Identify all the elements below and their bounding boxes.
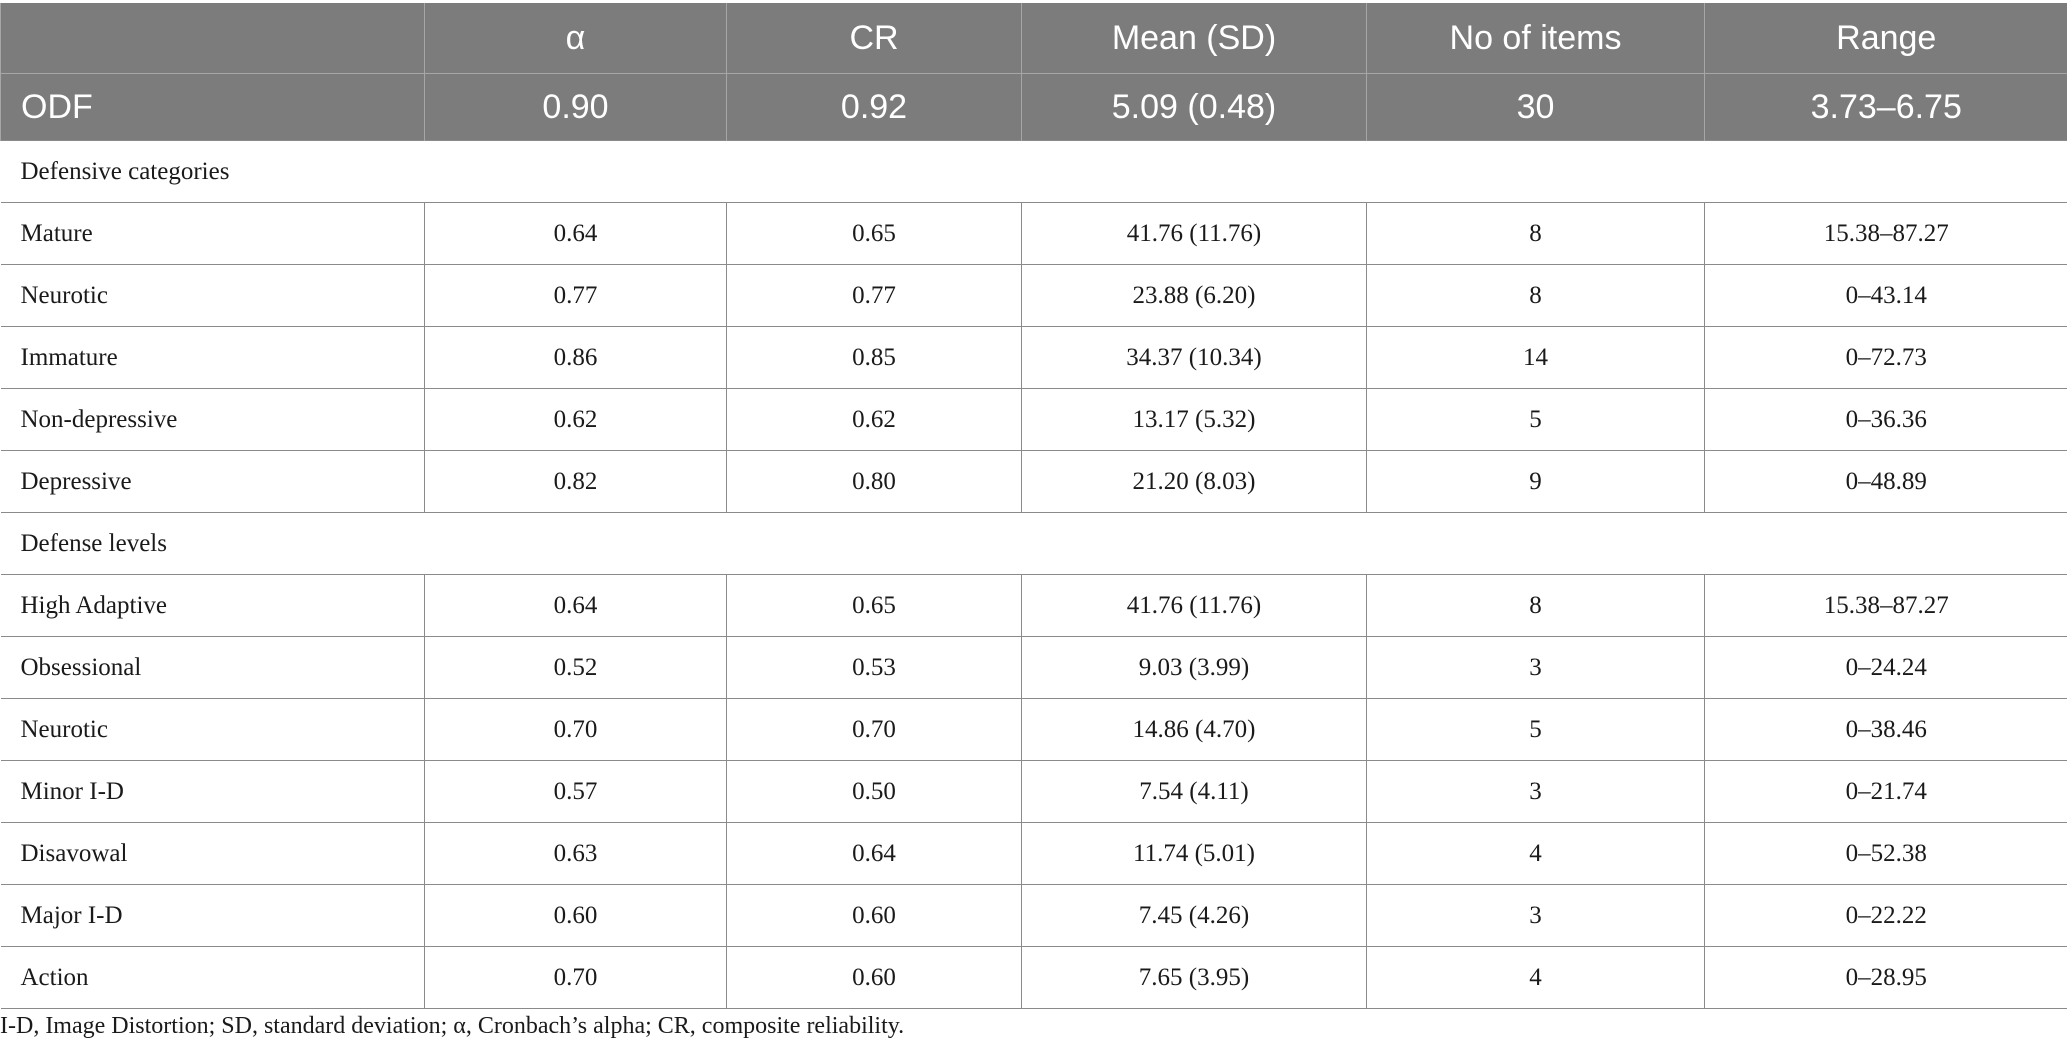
row-label: Immature bbox=[1, 327, 425, 389]
row-label: Depressive bbox=[1, 451, 425, 513]
cell-no-of-items: 8 bbox=[1367, 265, 1705, 327]
cell-range: 15.38–87.27 bbox=[1705, 575, 2067, 637]
cell-alpha: 0.52 bbox=[425, 637, 727, 699]
table-row bbox=[1, 575, 2067, 637]
cell-mean-sd: 21.20 (8.03) bbox=[1022, 451, 1367, 513]
cell-mean-sd: 13.17 (5.32) bbox=[1022, 389, 1367, 451]
cell-no-of-items: 4 bbox=[1367, 947, 1705, 1009]
section-title: Defensive categories bbox=[1, 141, 2067, 203]
cell-alpha: 0.64 bbox=[425, 575, 727, 637]
row-label: Action bbox=[1, 947, 425, 1009]
cell-range: 0–22.22 bbox=[1705, 885, 2067, 947]
odf-overall-row bbox=[1, 74, 2067, 141]
odf-no-of-items: 30 bbox=[1367, 74, 1705, 141]
header-mean-sd: Mean (SD) bbox=[1022, 3, 1367, 74]
cell-alpha: 0.77 bbox=[425, 265, 727, 327]
row-label: Non-depressive bbox=[1, 389, 425, 451]
cell-range: 0–52.38 bbox=[1705, 823, 2067, 885]
odf-range: 3.73–6.75 bbox=[1705, 74, 2067, 141]
cell-mean-sd: 11.74 (5.01) bbox=[1022, 823, 1367, 885]
cell-no-of-items: 3 bbox=[1367, 761, 1705, 823]
section-row bbox=[1, 513, 2067, 575]
cell-no-of-items: 8 bbox=[1367, 575, 1705, 637]
row-label: Neurotic bbox=[1, 699, 425, 761]
header-range: Range bbox=[1705, 3, 2067, 74]
header-alpha: α bbox=[425, 3, 727, 74]
cell-cr: 0.64 bbox=[727, 823, 1022, 885]
cell-range: 0–38.46 bbox=[1705, 699, 2067, 761]
table-row bbox=[1, 699, 2067, 761]
cell-no-of-items: 3 bbox=[1367, 885, 1705, 947]
column-header-row bbox=[1, 3, 2067, 74]
table-row bbox=[1, 885, 2067, 947]
cell-no-of-items: 8 bbox=[1367, 203, 1705, 265]
row-label: Major I-D bbox=[1, 885, 425, 947]
cell-range: 0–28.95 bbox=[1705, 947, 2067, 1009]
cell-no-of-items: 3 bbox=[1367, 637, 1705, 699]
cell-alpha: 0.57 bbox=[425, 761, 727, 823]
header-no-of-items: No of items bbox=[1367, 3, 1705, 74]
cell-cr: 0.80 bbox=[727, 451, 1022, 513]
cell-mean-sd: 7.65 (3.95) bbox=[1022, 947, 1367, 1009]
cell-range: 0–72.73 bbox=[1705, 327, 2067, 389]
cell-cr: 0.53 bbox=[727, 637, 1022, 699]
cell-mean-sd: 23.88 (6.20) bbox=[1022, 265, 1367, 327]
cell-mean-sd: 9.03 (3.99) bbox=[1022, 637, 1367, 699]
table-body bbox=[1, 141, 2067, 1009]
cell-no-of-items: 14 bbox=[1367, 327, 1705, 389]
cell-cr: 0.60 bbox=[727, 947, 1022, 1009]
table-row bbox=[1, 451, 2067, 513]
cell-alpha: 0.82 bbox=[425, 451, 727, 513]
cell-range: 0–48.89 bbox=[1705, 451, 2067, 513]
row-label: Obsessional bbox=[1, 637, 425, 699]
table-header bbox=[1, 3, 2067, 141]
cell-cr: 0.60 bbox=[727, 885, 1022, 947]
section-title: Defense levels bbox=[1, 513, 2067, 575]
row-label: Minor I-D bbox=[1, 761, 425, 823]
table-row bbox=[1, 327, 2067, 389]
cell-alpha: 0.86 bbox=[425, 327, 727, 389]
cell-alpha: 0.63 bbox=[425, 823, 727, 885]
table-row bbox=[1, 947, 2067, 1009]
reliability-table bbox=[0, 3, 2067, 1009]
table-row bbox=[1, 389, 2067, 451]
cell-alpha: 0.62 bbox=[425, 389, 727, 451]
row-label: High Adaptive bbox=[1, 575, 425, 637]
header-empty-cell bbox=[1, 3, 425, 74]
cell-no-of-items: 5 bbox=[1367, 389, 1705, 451]
cell-cr: 0.77 bbox=[727, 265, 1022, 327]
cell-cr: 0.85 bbox=[727, 327, 1022, 389]
cell-cr: 0.65 bbox=[727, 203, 1022, 265]
cell-range: 0–43.14 bbox=[1705, 265, 2067, 327]
odf-mean-sd: 5.09 (0.48) bbox=[1022, 74, 1367, 141]
section-row bbox=[1, 141, 2067, 203]
cell-alpha: 0.70 bbox=[425, 699, 727, 761]
cell-mean-sd: 14.86 (4.70) bbox=[1022, 699, 1367, 761]
cell-no-of-items: 5 bbox=[1367, 699, 1705, 761]
table-row bbox=[1, 265, 2067, 327]
table-footnote: I-D, Image Distortion; SD, standard deviation; α, Cronbach’s alpha; CR, composite reliability. bbox=[0, 1013, 905, 1039]
cell-cr: 0.62 bbox=[727, 389, 1022, 451]
cell-cr: 0.50 bbox=[727, 761, 1022, 823]
odf-cr: 0.92 bbox=[727, 74, 1022, 141]
cell-range: 15.38–87.27 bbox=[1705, 203, 2067, 265]
row-label: Mature bbox=[1, 203, 425, 265]
cell-range: 0–21.74 bbox=[1705, 761, 2067, 823]
table-row bbox=[1, 761, 2067, 823]
cell-cr: 0.65 bbox=[727, 575, 1022, 637]
row-label: Neurotic bbox=[1, 265, 425, 327]
cell-alpha: 0.70 bbox=[425, 947, 727, 1009]
cell-mean-sd: 7.54 (4.11) bbox=[1022, 761, 1367, 823]
cell-alpha: 0.64 bbox=[425, 203, 727, 265]
cell-cr: 0.70 bbox=[727, 699, 1022, 761]
table-row bbox=[1, 637, 2067, 699]
header-cr: CR bbox=[727, 3, 1022, 74]
cell-mean-sd: 41.76 (11.76) bbox=[1022, 203, 1367, 265]
cell-no-of-items: 4 bbox=[1367, 823, 1705, 885]
cell-range: 0–36.36 bbox=[1705, 389, 2067, 451]
cell-range: 0–24.24 bbox=[1705, 637, 2067, 699]
table-row bbox=[1, 203, 2067, 265]
table-row bbox=[1, 823, 2067, 885]
cell-mean-sd: 34.37 (10.34) bbox=[1022, 327, 1367, 389]
odf-alpha: 0.90 bbox=[425, 74, 727, 141]
cell-no-of-items: 9 bbox=[1367, 451, 1705, 513]
cell-mean-sd: 41.76 (11.76) bbox=[1022, 575, 1367, 637]
odf-label: ODF bbox=[1, 74, 425, 141]
cell-alpha: 0.60 bbox=[425, 885, 727, 947]
cell-mean-sd: 7.45 (4.26) bbox=[1022, 885, 1367, 947]
row-label: Disavowal bbox=[1, 823, 425, 885]
